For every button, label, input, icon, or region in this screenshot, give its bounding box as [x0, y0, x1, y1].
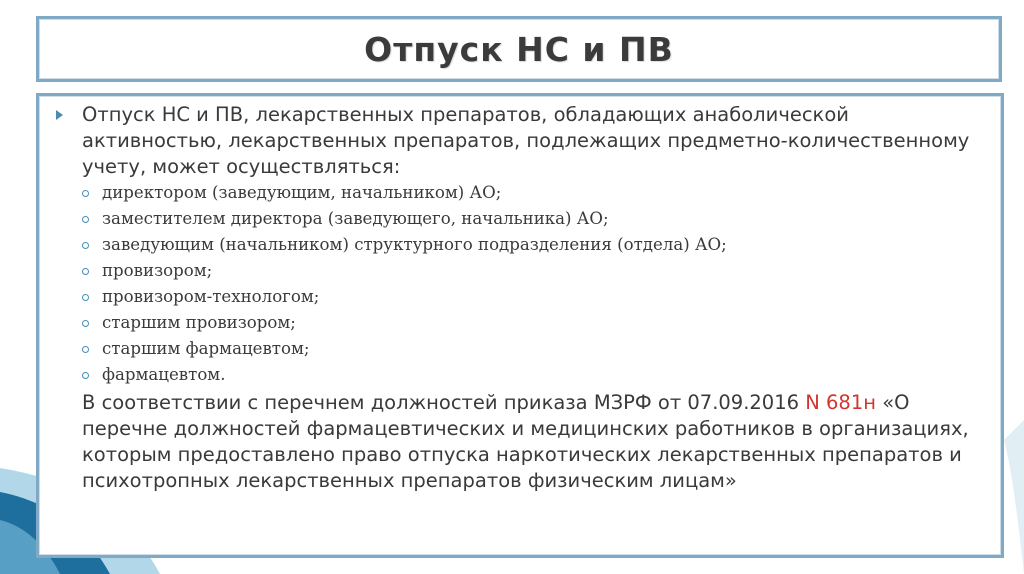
slide-title: Отпуск НС и ПВ	[364, 29, 674, 69]
sub-bullet-item	[102, 310, 982, 336]
sub-bullet-item	[102, 206, 982, 232]
sub-bullet-text: провизором-технологом;	[102, 287, 320, 306]
order-number-link[interactable]: N 681н	[805, 391, 876, 414]
circle-bullet-icon	[82, 190, 89, 197]
main-bullet-text: Отпуск НС и ПВ, лекарственных препаратов, обладающих анаболической активностью, лекарственных препаратов, подлежащих предметно-количественному учету, может осуществляться:	[82, 103, 970, 178]
circle-bullet-icon	[82, 268, 89, 275]
paragraph-text-after: «О перечне должностей фармацевтических и медицинских работников в организациях, которым предоставлено право отпуска наркотических лекарственных препаратов и психотропных лекарственных препаратов физическим лицам»	[82, 391, 969, 492]
content-box	[36, 93, 1004, 558]
circle-bullet-icon	[82, 294, 89, 301]
circle-bullet-icon	[82, 372, 89, 379]
circle-bullet-icon	[82, 320, 89, 327]
sub-bullet-list	[82, 180, 982, 388]
sub-bullet-text: директором (заведующим, начальником) АО;	[102, 183, 502, 202]
wave-right-edge	[1004, 420, 1024, 574]
sub-bullet-text: фармацевтом.	[102, 365, 226, 384]
circle-bullet-icon	[82, 216, 89, 223]
sub-bullet-text: провизором;	[102, 261, 213, 280]
circle-bullet-icon	[82, 242, 89, 249]
triangle-bullet-icon	[56, 110, 63, 120]
sub-bullet-item	[102, 336, 982, 362]
sub-bullet-text: заместителем директора (заведующего, начальника) АО;	[102, 209, 609, 228]
title-box	[36, 16, 1002, 82]
sub-bullet-item	[102, 362, 982, 388]
order-reference-paragraph	[82, 390, 982, 494]
main-bullet-item	[82, 102, 982, 180]
sub-bullet-text: старшим провизором;	[102, 313, 296, 332]
paragraph-text-before: В соответствии с перечнем должностей приказа МЗРФ от 07.09.2016	[82, 391, 806, 414]
content-area	[82, 102, 982, 494]
sub-bullet-text: заведующим (начальником) структурного подразделения (отдела) АО;	[102, 235, 727, 254]
sub-bullet-text: старшим фармацевтом;	[102, 339, 310, 358]
sub-bullet-item	[102, 180, 982, 206]
sub-bullet-item	[102, 284, 982, 310]
sub-bullet-item	[102, 232, 982, 258]
sub-bullet-item	[102, 258, 982, 284]
circle-bullet-icon	[82, 346, 89, 353]
